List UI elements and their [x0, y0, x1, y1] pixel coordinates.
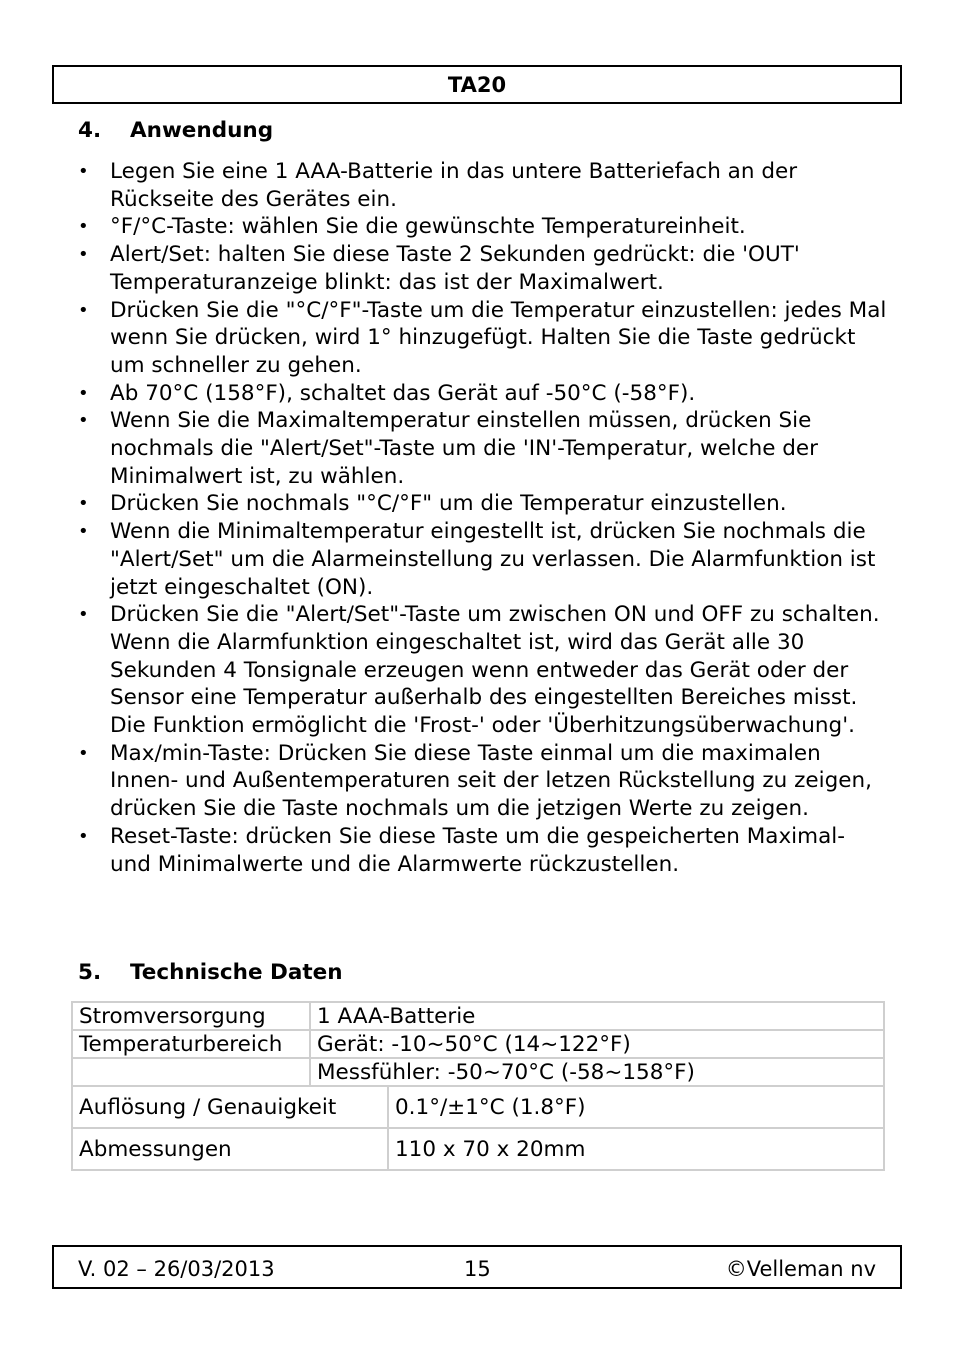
list-item: • Ab 70°C (158°F), schaltet das Gerät auf -50°C (-58°F).	[78, 380, 888, 408]
spec-label: Abmessungen	[72, 1128, 388, 1170]
document-header	[52, 65, 902, 104]
list-item: • Alert/Set: halten Sie diese Taste 2 Sekunden gedrückt: die 'OUT' Temperaturanzeige blinkt: das ist der Maximalwert.	[78, 241, 888, 296]
list-item: • Wenn Sie die Maximaltemperatur einstellen müssen, drücken Sie nochmals die "Alert/Set"-Taste um die 'IN'-Temperatur, welche der Minimalwert ist, zu wählen.	[78, 407, 888, 490]
spec-value: 0.1°/±1°C (1.8°F)	[388, 1086, 884, 1128]
list-item: • Max/min-Taste: Drücken Sie diese Taste einmal um die maximalen Innen- und Außentemperaturen seit der letzen Rückstellung zu zeigen, drücken Sie die Taste nochmals um die jetzigen Werte zu zeigen.	[78, 740, 888, 823]
spec-table	[71, 1001, 885, 1171]
page-number: 15	[464, 1257, 491, 1281]
table-row	[72, 1086, 884, 1128]
section-heading-anwendung	[78, 118, 273, 143]
list-item: • Drücken Sie nochmals "°C/°F" um die Temperatur einzustellen.	[78, 490, 888, 518]
table-row	[72, 1030, 884, 1058]
spec-value: Messfühler: -50~70°C (-58~158°F)	[310, 1058, 884, 1086]
list-item: • Drücken Sie die "Alert/Set"-Taste um zwischen ON und OFF zu schalten. Wenn die Alarmfunktion eingeschaltet ist, wird das Gerät alle 30 Sekunden 4 Tonsignale erzeugen wenn entweder das Gerät oder der Sensor eine Temperatur außerhalb des eingestellten Bereiches misst. Die Funktion ermöglicht die 'Frost-' oder 'Überhitzungsüberwachung'.	[78, 601, 888, 740]
spec-value: 1 AAA-Batterie	[310, 1002, 884, 1030]
section-title: Technische Daten	[130, 960, 343, 985]
list-item: • Drücken Sie die "°C/°F"-Taste um die Temperatur einzustellen: jedes Mal wenn Sie drücken, wird 1° hinzugefügt. Halten Sie die Taste gedrückt um schneller zu gehen.	[78, 297, 888, 380]
instruction-list	[78, 158, 888, 878]
spec-value: 110 x 70 x 20mm	[388, 1128, 884, 1170]
spec-value: Gerät: -10~50°C (14~122°F)	[310, 1030, 884, 1058]
table-row	[72, 1058, 884, 1086]
list-item: • Reset-Taste: drücken Sie diese Taste um die gespeicherten Maximal- und Minimalwerte und die Alarmwerte rückzustellen.	[78, 823, 888, 878]
table-row	[72, 1128, 884, 1170]
document-footer	[52, 1245, 902, 1289]
table-row	[72, 1002, 884, 1030]
spec-label: Auflösung / Genauigkeit	[72, 1086, 388, 1128]
section-number: 4.	[78, 118, 102, 143]
spec-label: Stromversorgung	[72, 1002, 310, 1030]
copyright: ©Velleman nv	[725, 1257, 876, 1281]
spec-label: Temperaturbereich	[72, 1030, 310, 1058]
section-title: Anwendung	[130, 118, 274, 143]
list-item: • °F/°C-Taste: wählen Sie die gewünschte Temperatureinheit.	[78, 213, 888, 241]
section-heading-technische-daten	[78, 960, 343, 985]
version-date: V. 02 – 26/03/2013	[78, 1257, 275, 1281]
list-item: • Legen Sie eine 1 AAA-Batterie in das untere Batteriefach an der Rückseite des Gerätes ein.	[78, 158, 888, 213]
section-number: 5.	[78, 960, 102, 985]
document-title: TA20	[447, 72, 507, 97]
list-item: • Wenn die Minimaltemperatur eingestellt ist, drücken Sie nochmals die "Alert/Set" um die Alarmeinstellung zu verlassen. Die Alarmfunktion ist jetzt eingeschaltet (ON).	[78, 518, 888, 601]
spec-label	[72, 1058, 310, 1086]
